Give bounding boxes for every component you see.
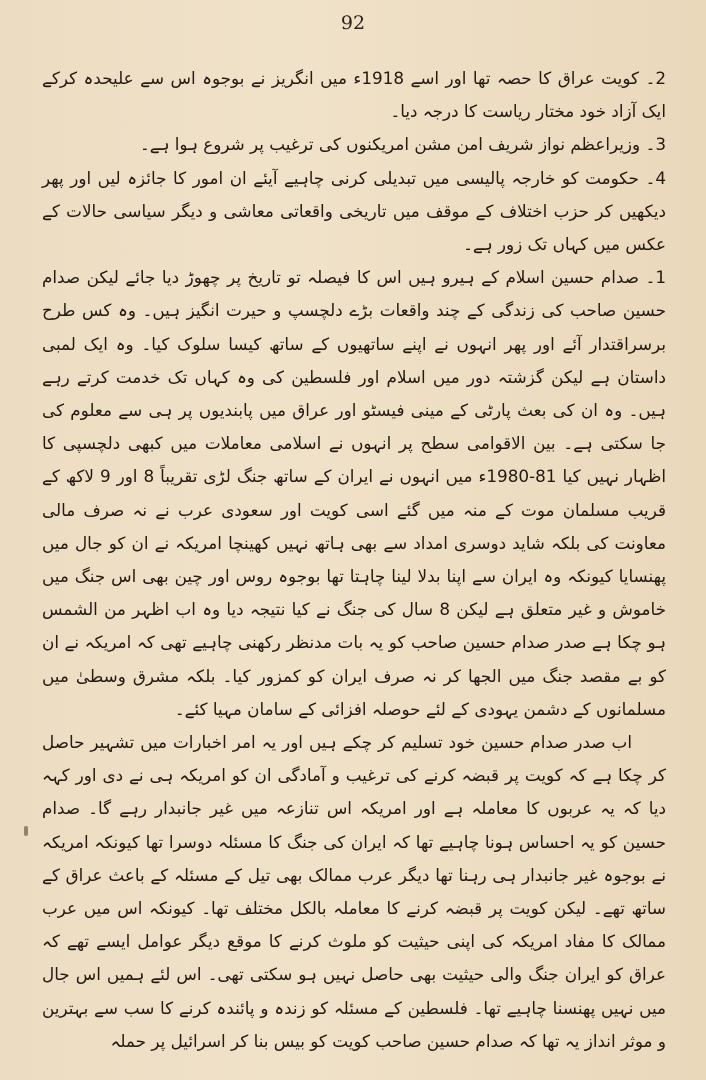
paragraph-point-3: 3۔ وزیراعظم نواز شریف امن مشن امریکنوں کی ترغیب پر شروع ہوا ہے۔ bbox=[139, 134, 666, 155]
paragraph-point-4: 4۔ حکومت کو خارجہ پالیسی میں تبدیلی کرنی چاہیے آیئے ان امور کا جائزہ لیں اور پھر دیکھیں کر حزب اختلاف کے موقف میں تاریخی واقعاتی معاشی و دیگر سیاسی حالات کے عکس میں کہاں تک زور ہے۔ bbox=[42, 167, 666, 255]
ink-mark bbox=[24, 826, 28, 836]
page-number: 92 bbox=[340, 12, 366, 34]
paragraph-point-2: 2۔ کویت عراق کا حصہ تھا اور اسے 1918ء میں انگریز نے بوجوہ اس سے علیحدہ کرکے ایک آزاد خود مختار ریاست کا درجہ دیا۔ bbox=[42, 68, 666, 122]
paragraph-continuation: اب صدر صدام حسین خود تسلیم کر چکے ہیں اور یہ امر اخبارات میں تشہیر حاصل کر چکا ہے کہ کویت پر قبضہ کرنے کی ترغیب و آمادگی ان کو امریکہ ہی نے دی اور کہہ دیا کہ یہ عربوں کا معاملہ ہے اور امریکہ اس تنازعہ میں غیر جانبدار رہے گا۔ صدام حسین کو یہ احساس ہونا چاہیے تھا کہ ایران کی جنگ کا مسئلہ دوسرا تھا کیونکہ امریکہ نے بوجوہ غیر جانبدار ہی رہنا تھا دیگر عرب ممالک بھی تیل کے مسئلہ کے باعث عراق کے ساتھ تھے۔ لیکن کویت پر قبضہ کرنے کا معاملہ بالکل مختلف تھا۔ کیونکہ اس میں عرب ممالک کا مفاد امریکہ کی اپنی حیثیت کو ملوث کرنے کا موقع دیگر عوامل ایسے تھے کہ عراق کو ایران جنگ والی حیثیت بھی حاصل نہیں ہو سکتی تھی۔ اس لئے ہمیں اس جال میں نہیں پھنسنا چاہیے تھا۔ فلسطین کے مسئلہ کو زندہ و پائندہ کرنے کا سب سے بہترین و موثر انداز یہ تھا کہ صدام حسین صاحب کویت کو بیس بنا کر اسرائیل پر حملہ bbox=[42, 732, 666, 1051]
page-text bbox=[42, 62, 666, 1058]
paragraph-answer-1: 1۔ صدام حسین اسلام کے ہیرو ہیں اس کا فیصلہ تو تاریخ پر چھوڑ دیا جائے لیکن صدام حسین صاحب کی زندگی کے چند واقعات بڑے دلچسپ و حیرت انگیز ہیں۔ وہ کس طرح برسراقتدار آئے اور پھر انہوں نے اپنے ساتھیوں کے ساتھ کیسا سلوک کیا۔ وہ ایک لمبی داستان ہے لیکن گزشتہ دور میں اسلام اور فلسطین کی وہ کہاں تک خدمت کرتے رہے ہیں۔ وہ ان کی بعث پارٹی کے مینی فیسٹو اور عراق میں پابندیوں پر ہی سے معلوم کی جا سکتی ہے۔ بین الاقوامی سطح پر انہوں نے اسلامی معاملات میں کبھی دلچسپی کا اظہار نہیں کیا 81-1980ء میں انہوں نے ایران کے ساتھ جنگ لڑی تقریباً 8 اور 9 لاکھ کے قریب مسلمان موت کے منہ میں گئے اسی کویت اور سعودی عرب نے نہ صرف مالی معاونت کی بلکہ شاید دوسری امداد سے بھی ہاتھ نہیں کھینچا امریکہ نے ان کو جال میں پھنسایا کیونکہ وہ ایران سے اپنا بدلا لینا چاہتا تھا بوجوہ روس اور چین بھی اس جنگ میں خاموش و غیر متعلق ہے لیکن 8 سال کی جنگ نے کیا نتیجہ دیا وہ اب اظہر من الشمس ہو چکا ہے صدر صدام حسین صاحب کو یہ بات مدنظر رکھنی چاہیے تھی کہ امریکہ نے ان کو بے مقصد جنگ میں الجھا کر نہ صرف ایران کو کمزور کیا۔ بلکہ مشرق وسطیٰ میں مسلمانوں کے دشمن یہودی کے لئے حوصلہ افزائی کے سامان مہیا کئے۔ bbox=[42, 267, 666, 719]
